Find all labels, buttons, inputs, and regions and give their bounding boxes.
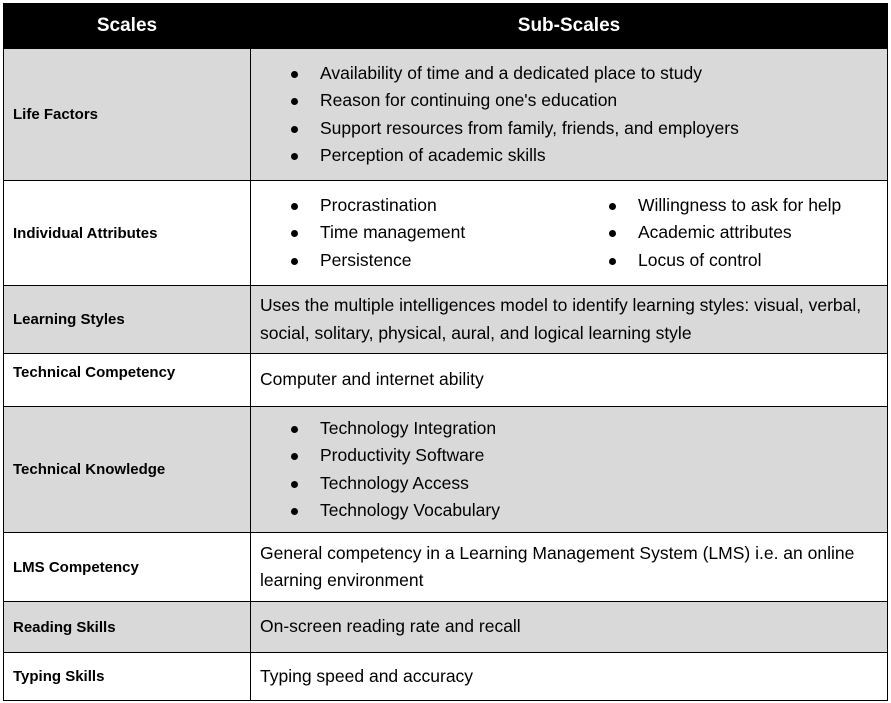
list-item: Reason for continuing one's education (251, 87, 887, 115)
list-item: Academic attributes (569, 219, 887, 247)
scale-cell: Reading Skills (4, 602, 251, 653)
list-item: Availability of time and a dedicated place to study (251, 60, 887, 88)
list-item: Procrastination (251, 192, 569, 220)
table-row-typing-skills (4, 653, 888, 701)
list-item: Persistence (251, 247, 569, 275)
sub-scale-cell (251, 49, 888, 181)
table-row-technical-knowledge (4, 407, 888, 533)
scale-cell: Individual Attributes (4, 181, 251, 286)
sub-scale-cell (251, 653, 888, 701)
list-item: Support resources from family, friends, and employers (251, 115, 887, 143)
list-item: Locus of control (569, 247, 887, 275)
sub-scale-cell (251, 602, 888, 653)
scale-cell: Technical Competency (4, 354, 251, 407)
list-item: Willingness to ask for help (569, 192, 887, 220)
list-item: Productivity Software (251, 442, 887, 470)
header-row (4, 4, 888, 49)
scales-table-container (3, 3, 887, 699)
description-text: On-screen reading rate and recall (260, 616, 521, 637)
list-item: Technology Vocabulary (251, 497, 887, 525)
description-text: General competency in a Learning Management System (LMS) i.e. an online learning environment (260, 542, 855, 590)
bullet-list (251, 60, 887, 170)
list-item: Technology Integration (251, 415, 887, 443)
list-item: Time management (251, 219, 569, 247)
two-column-list (251, 192, 887, 275)
sub-scale-cell (251, 286, 888, 354)
bullet-list-left (251, 192, 569, 275)
scale-cell: Learning Styles (4, 286, 251, 354)
sub-scale-cell (251, 354, 888, 407)
sub-scale-cell (251, 533, 888, 602)
header-scales: Scales (4, 4, 251, 49)
bullet-list (251, 415, 887, 525)
scale-cell: Technical Knowledge (4, 407, 251, 533)
table-row-lms-competency (4, 533, 888, 602)
bullet-list-right (569, 192, 887, 275)
sub-scale-cell (251, 181, 888, 286)
scale-cell: Life Factors (4, 49, 251, 181)
table-row-learning-styles (4, 286, 888, 354)
list-item: Perception of academic skills (251, 142, 887, 170)
scale-cell: Typing Skills (4, 653, 251, 701)
header-sub-scales: Sub-Scales (251, 4, 888, 49)
table-row-individual-attributes (4, 181, 888, 286)
table-row-life-factors (4, 49, 888, 181)
table-row-reading-skills (4, 602, 888, 653)
sub-scale-cell (251, 407, 888, 533)
description-text: Computer and internet ability (260, 369, 484, 390)
scale-cell: LMS Competency (4, 533, 251, 602)
scales-table (3, 3, 888, 701)
list-item: Technology Access (251, 470, 887, 498)
description-text: Typing speed and accuracy (260, 665, 474, 686)
description-text: Uses the multiple intelligences model to identify learning styles: visual, verbal, social, solitary, physical, aural, and logical learning style (260, 295, 862, 343)
table-row-technical-competency (4, 354, 888, 407)
